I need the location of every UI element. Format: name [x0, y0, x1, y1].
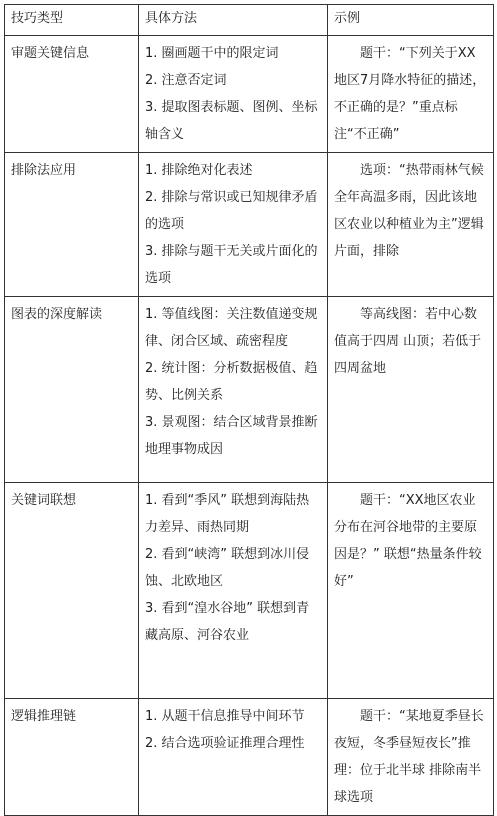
header-technique-type: 技巧类型: [5, 5, 139, 36]
technique-type-cell: 排除法应用: [5, 153, 139, 297]
method-item: 3. 看到“湟水谷地” 联想到青藏高原、河谷农业: [145, 601, 310, 643]
method-item: 1. 等值线图：关注数值递变规律、闭合区域、疏密程度: [145, 307, 318, 349]
method-cell: [139, 36, 328, 153]
method-item: 2. 统计图：分析数据极值、趋势、比例关系: [145, 361, 318, 403]
example-cell: 题干：“XX地区农业分布在河谷地带的主要原因是？” 联想“热量条件较好”: [328, 483, 494, 699]
method-item: 3. 提取图表标题、图例、坐标轴含义: [145, 100, 318, 142]
method-item: 1. 圈画题干中的限定词: [145, 46, 279, 61]
method-item: 2. 看到“峡湾” 联想到冰川侵蚀、北欧地区: [145, 547, 310, 589]
method-item: 2. 结合选项验证推理合理性: [145, 736, 305, 751]
method-item: 1. 排除绝对化表述: [145, 163, 253, 178]
table-row: [5, 483, 494, 699]
method-cell: [139, 483, 328, 699]
technique-type-cell: 图表的深度解读: [5, 297, 139, 483]
method-item: 2. 排除与常识或已知规律矛盾的选项: [145, 190, 318, 232]
technique-type-cell: 审题关键信息: [5, 36, 139, 153]
method-item: 3. 景观图：结合区域背景推断地理事物成因: [145, 415, 318, 457]
example-cell: 题干：“某地夏季昼长夜短，冬季昼短夜长”推理：位于北半球 排除南半球选项: [328, 699, 494, 816]
example-cell: 选项：“热带雨林气候全年高温多雨，因此该地区农业以种植业为主”逻辑片面，排除: [328, 153, 494, 297]
technique-type-cell: 逻辑推理链: [5, 699, 139, 816]
technique-type-cell: 关键词联想: [5, 483, 139, 699]
table-row: [5, 699, 494, 816]
method-item: 2. 注意否定词: [145, 73, 227, 88]
method-item: 3. 排除与题干无关或片面化的选项: [145, 244, 318, 286]
example-cell: 题干：“下列关于XX地区7月降水特征的描述，不正确的是？”重点标注“不正确”: [328, 36, 494, 153]
techniques-table: [4, 4, 494, 816]
header-example: 示例: [328, 5, 494, 36]
example-cell: 等高线图：若中心数值高于四周 山顶；若低于四周盆地: [328, 297, 494, 483]
method-item: 1. 从题干信息推导中间环节: [145, 709, 305, 724]
header-row: [5, 5, 494, 36]
method-cell: [139, 699, 328, 816]
method-cell: [139, 153, 328, 297]
method-item: 1. 看到“季风” 联想到海陆热力差异、雨热同期: [145, 493, 310, 535]
table-row: [5, 36, 494, 153]
method-cell: [139, 297, 328, 483]
table-row: [5, 297, 494, 483]
table-row: [5, 153, 494, 297]
header-specific-method: 具体方法: [139, 5, 328, 36]
